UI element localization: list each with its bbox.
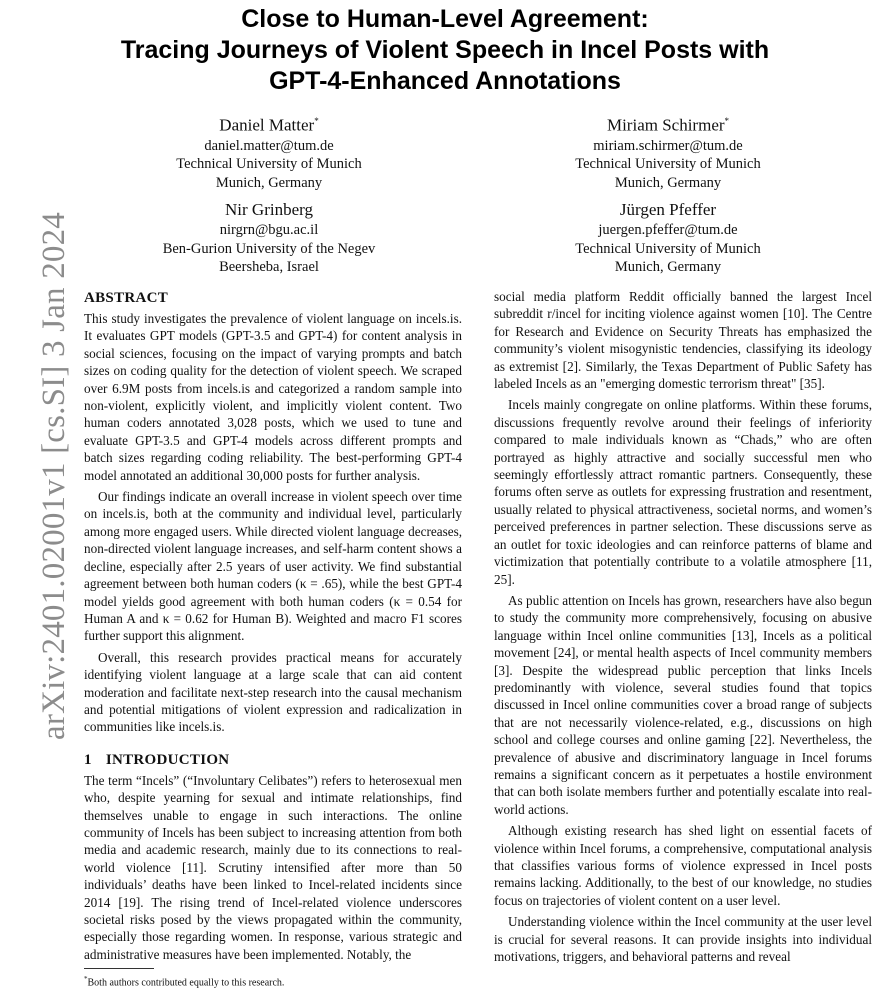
author-location: Munich, Germany: [614, 259, 722, 275]
footnote-text: Both authors contributed equally to this research.: [87, 977, 285, 989]
author-block-schirmer: [518, 110, 818, 192]
abstract-paragraph: Our findings indicate an overall increase in violent speech over time on incels.is, both at the community and individual level, particularly among more engaged users. While directed violent language decreases, non-directed violent language increases, and self-harm content shows a decline, especially after 2.5 years of user activity. We find substantial agreement between both human coders (κ = .65), while the best GPT-4 model yields good agreement with both human coders (κ = 0.54 for Human A and κ = 0.62 for Human B). Weighted and macro F1 scores further support this alignment.: [84, 489, 462, 644]
intro-paragraph: Understanding violence within the Incel community at the user level is crucial for several reasons. It can provide insights into individual motivations, triggers, and behavioral patterns and reveal: [494, 914, 872, 965]
abstract-paragraph: This study investigates the prevalence of violent language on incels.is. It evaluates GPT models (GPT-3.5 and GPT-4) for content analysis in social sciences, focusing on the impact of varying prompts and batch sizes on coding quality for the detection of violent speech. We scraped over 6.9M posts from incels.is and categorized a random sample into non-violent, explicitly violent, and implicitly violent content. Two human coders annotated 3,028 posts, which we used to tune and evaluate GPT-3.5 and GPT-4 models across different prompts and batch sizes regarding coding reliability. The best-performing GPT-4 model annotated an additional 30,000 posts for further analysis.: [84, 311, 462, 483]
author-name: Miriam Schirmer*: [606, 115, 730, 135]
author-name: Jürgen Pfeffer: [619, 200, 717, 219]
arxiv-stamp[interactable]: arXiv:2401.02001v1 [cs.SI] 3 Jan 2024: [36, 211, 72, 740]
author-affiliation: Technical University of Munich: [176, 156, 362, 173]
title-line: GPT-4-Enhanced Annotations: [269, 67, 621, 95]
author-location: Munich, Germany: [215, 174, 323, 191]
left-column: [84, 288, 462, 963]
equal-contribution-mark: *: [314, 116, 319, 126]
author-email[interactable]: juergen.pfeffer@tum.de: [598, 222, 738, 238]
intro-paragraph: Although existing research has shed light on essential facets of violence within Incel forums, a comprehensive, computational analysis that classifies various forms of violence expressed in Incel posts remains lacking. Additionally, to the best of our knowledge, no studies focus on trajectories of violent content on a user level.: [494, 823, 872, 908]
author-affiliation: Technical University of Munich: [575, 156, 761, 173]
section-number: 1: [84, 751, 92, 768]
author-name: Daniel Matter*: [219, 115, 319, 135]
footnote-mark: *: [84, 975, 88, 983]
intro-paragraph: As public attention on Incels has grown, researchers have also begun to study the community more comprehensively, focusing on abusive language within Incel online communities [13], Incels as a political movement [24], or mental health aspects of Incel community members [3]. Despite the widespread public perception that links Incels predominantly with violence, several studies found that topics discussed in Incel online communities cover a broad range of subjects that are not necessarily violence-related, e.g., discussions on high school and college courses and online gaming [22]. Nevertheless, the prevalence of abusive and discriminatory language in Incel forums remains a significant concern as it perpetuates a hostile environment that can both isolate members further and potentially escalate into real-world actions.: [494, 592, 872, 817]
right-column: [494, 288, 872, 965]
abstract-paragraph: Overall, this research provides practical means for accurately identifying violent language at a large scale that can aid content moderation and facilitate next-step research into the causal mechanism and potential mitigations of violent expression and radicalization in communities like incels.is.: [84, 649, 462, 735]
intro-paragraph: social media platform Reddit officially banned the largest Incel subreddit r/incel for inciting violence against women [10]. The Centre for Research and Evidence on Security Threats has emphasized the community’s violent misogynistic tendencies, classifying its ideology as extremist [2]. Similarly, the Texas Department of Public Safety has labeled Incels as an "emerging domestic terrorism threat" [35].: [494, 289, 872, 392]
author-email[interactable]: nirgrn@bgu.ac.il: [219, 222, 319, 238]
abstract-heading: ABSTRACT: [84, 290, 169, 306]
introduction-heading: [84, 750, 462, 770]
author-location: Munich, Germany: [614, 174, 722, 191]
author-block-pfeffer: [518, 199, 818, 277]
equal-contribution-mark: *: [724, 116, 730, 126]
author-block-matter: [119, 110, 419, 192]
author-name: Nir Grinberg: [225, 200, 313, 219]
footnote-rule: [84, 968, 154, 969]
title-line: Tracing Journeys of Violent Speech in Incel Posts with: [120, 36, 770, 64]
author-affiliation: Technical University of Munich: [575, 240, 761, 257]
author-location: Beersheba, Israel: [219, 259, 319, 275]
footnote: [84, 973, 284, 989]
intro-paragraph: The term “Incels” (“Involuntary Celibates”) refers to heterosexual men who, despite yearning for sexual and intimate relationships, find themselves unable to engage in such interactions. The online community of Incels has been subject to increasing attention from both media and academic research, mainly due to its connections to real-world violence [11]. Scrutiny intensified after more than 50 individuals’ deaths have been linked to Incel-related incidents since 2014 [19]. The rising trend of Incel-related violence underscores societal risks posed by the views propagated within the community, especially those regarding women. In response, various strategic and administrative measures have been implemented. Notably, the: [84, 772, 462, 962]
author-email[interactable]: miriam.schirmer@tum.de: [593, 137, 743, 154]
title-line: Close to Human-Level Agreement:: [241, 5, 649, 33]
paper-title: [40, 4, 850, 97]
section-title: INTRODUCTION: [105, 751, 230, 768]
intro-paragraph: Incels mainly congregate on online platforms. Within these forums, discussions frequently revolve around their feelings of inferiority compared to male individuals known as “Chads,” who are often portrayed as highly attractive and socially successful men who seemingly effortlessly attract romantic partners. Consequently, these forums often serve as outlets for expressing frustration and resentment, usually related to physical attractiveness, societal norms, and women’s perceived preferences in partner selection. These discussions serve as an outlet for toxic ideologies and can reinforce patterns of blame and victimization that potentially contribute to a volatile atmosphere [11, 25].: [494, 397, 872, 587]
author-block-grinberg: [119, 199, 419, 277]
author-email[interactable]: daniel.matter@tum.de: [204, 137, 334, 154]
author-affiliation: Ben-Gurion University of the Negev: [162, 240, 376, 257]
